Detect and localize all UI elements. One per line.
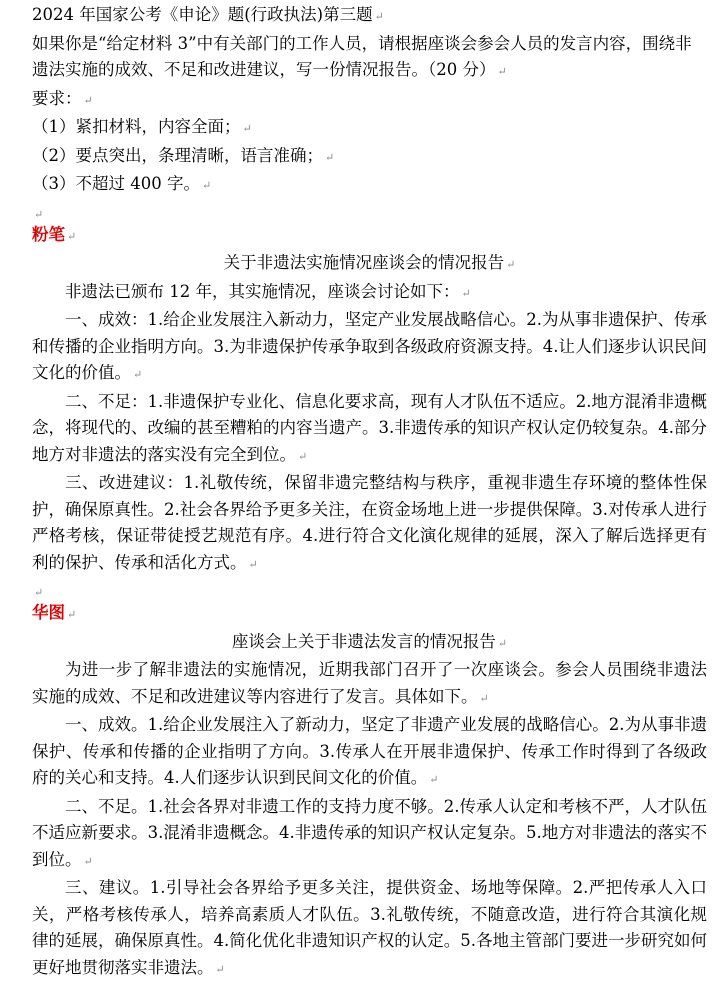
answer-paragraph: 一、成效：1.给企业发展注入新动力，坚定产业发展战略信心。2.为从事非遗保护、传承和传播的企业指明方向。3.为非遗保护传承争取到各级政府资源支持。4.让人们逐步认识民间文化的价值。 ↵	[32, 310, 707, 382]
question-heading: 2024 年国家公考《申论》题(行政执法)第三题 ↵	[32, 5, 384, 24]
paragraph-mark-icon: ↵	[34, 207, 44, 221]
paragraph-mark-icon: ↵	[497, 65, 507, 78]
paragraph-mark-icon: ↵	[374, 10, 384, 23]
paragraph-mark-icon: ↵	[201, 179, 212, 192]
paragraph-mark-icon: ↵	[242, 122, 252, 135]
paragraph-mark-icon: ↵	[298, 449, 308, 463]
answer-brand-huatu: 华图 ↵	[32, 603, 77, 622]
answer-paragraph: 二、不足：1.非遗保护专业化、信息化要求高，现有人才队伍不适应。2.地方混淆非遗概念，将现代的、改编的甚至糟粕的内容当遗产。3.非遗传承的知识产权认定仍较复杂。4.部分地方对非遗法的落实没有完全到位。 ↵	[32, 391, 707, 464]
requirement-item: （3）不超过 400 字。 ↵	[32, 174, 212, 193]
requirement-item: （2）要点突出，条理清晰，语言准确； ↵	[32, 145, 335, 165]
requirements-label: 要求： ↵	[32, 88, 93, 108]
paragraph-mark-icon: ↵	[479, 691, 489, 705]
paragraph-mark-icon: ↵	[215, 962, 225, 976]
paragraph-mark-icon: ↵	[325, 150, 335, 164]
paragraph-mark-icon: ↵	[67, 608, 77, 621]
empty-paragraph	[32, 578, 707, 600]
paragraph-mark-icon: ↵	[429, 773, 439, 786]
answer-brand-fenbi: 粉笔 ↵	[32, 224, 77, 244]
paragraph-mark-icon: ↵	[461, 286, 471, 300]
paragraph-mark-icon: ↵	[248, 557, 258, 571]
empty-paragraph	[32, 200, 707, 222]
paragraph-mark-icon: ↵	[83, 854, 93, 868]
answer-title: 关于非遗法实施情况座谈会的情况报告 ↵	[223, 253, 516, 272]
paragraph-mark-icon: ↵	[506, 258, 516, 271]
answer-title: 座谈会上关于非遗法发言的情况报告 ↵	[231, 631, 508, 651]
requirement-item: （1）紧扣材料，内容全面； ↵	[32, 117, 252, 136]
answer-paragraph: 为进一步了解非遗法的实施情况，近期我部门召开了一次座谈会。参会人员围绕非遗法实施的成效、不足和改进建议等内容进行了发言。具体如下。 ↵	[32, 660, 707, 706]
answer-paragraph: 一、成效。1.给企业发展注入了新动力，坚定了非遗产业发展的战略信心。2.为从事非遗保护、传承和传播的企业指明了方向。3.传承人在开展非遗保护、传承工作时得到了各级政府的关心和支持。4.人们逐步认识到民间文化的价值。 ↵	[32, 715, 707, 787]
answer-paragraph: 三、建议。1.引导社会各界给予更多关注，提供资金、场地等保障。2.严把传承人入口关，严格考核传承人，培养高素质人才队伍。3.礼敬传统，不随意改造，进行符合其演化规律的延展，确保原真性。4.简化优化非遗知识产权的认定。5.各地主管部门要进一步研究如何更好地贯彻落实非遗法。 ↵	[32, 878, 707, 977]
paragraph-mark-icon: ↵	[133, 368, 143, 381]
paragraph-mark-icon: ↵	[497, 636, 508, 650]
answer-paragraph: 二、不足。1.社会各界对非遗工作的支持力度不够。2.传承人认定和考核不严，人才队伍不适应新要求。3.混淆非遗概念。4.非遗传承的知识产权认定复杂。5.地方对非遗法的落实不到位。 ↵	[32, 796, 707, 869]
answer-paragraph: 三、改进建议：1.礼敬传统，保留非遗完整结构与秩序，重视非遗生存环境的整体性保护，确保原真性。2.社会各界给予更多关注，在资金场地上进一步提供保障。3.对传承人进行严格考核，保证带徒授艺规范有序。4.进行符合文化演化规律的延展，深入了解后选择更有利的保护、传承和活化方式。 ↵	[32, 473, 707, 572]
question-prompt: 如果你是“给定材料 3”中有关部门的工作人员，请根据座谈会参会人员的发言内容，围绕非遗法实施的成效、不足和改进建议，写一份情况报告。（20 分） ↵	[32, 33, 692, 79]
answer-paragraph: 非遗法已颁布 12 年，其实施情况，座谈会讨论如下： ↵	[65, 281, 471, 301]
paragraph-mark-icon: ↵	[67, 229, 77, 243]
paragraph-mark-icon: ↵	[34, 586, 44, 599]
paragraph-mark-icon: ↵	[83, 93, 93, 107]
